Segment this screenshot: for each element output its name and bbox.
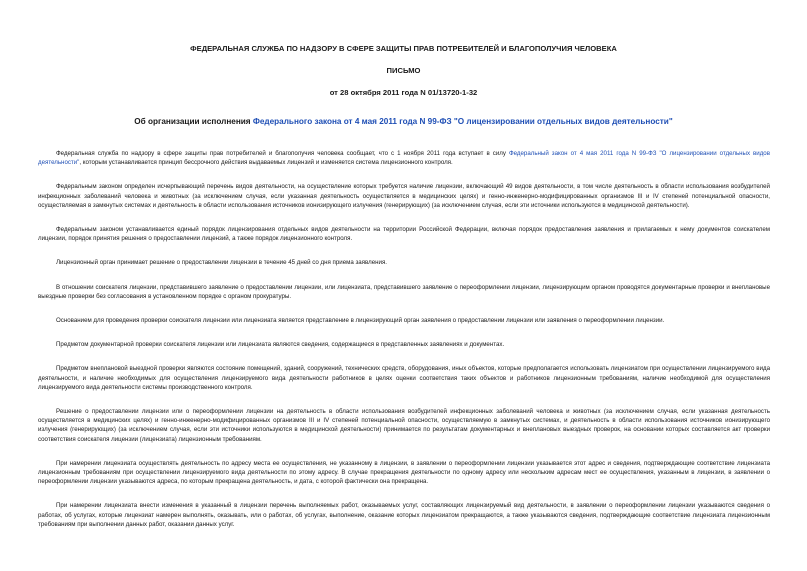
paragraph-text: , которым устанавливается принцип бессрочного действия выдаваемых лицензий и изменяется система лицензионного контроля. [79,159,453,167]
paragraph-decision-term: Лицензионный орган принимает решение о предоставлении лицензии в течение 45 дней со дня приема заявления. [56,259,387,267]
document-type-heading: ПИСЬМО [386,66,421,75]
paragraph-unified-procedure: Федеральным законом устанавливается единый порядок лицензирования отдельных видов деятельности на территории Российской Федерации, включая порядок предоставления заявления и прилагаемых к нему документов соискателем лицензии, порядок принятия решения о предоставлении лицензий, а также порядок лицензионного контроля. [38,226,770,243]
subject-law-link[interactable]: Федерального закона от 4 мая 2011 года N 99-ФЗ "О лицензировании отдельных видов деятельности" [252,117,673,126]
paragraph-documentary-check: Предметом документарной проверки соискателя лицензии или лицензиата являются сведения, содержащиеся в представленных заявлениях и документах. [56,341,505,349]
organization-heading: ФЕДЕРАЛЬНАЯ СЛУЖБА ПО НАДЗОРУ В СФЕРЕ ЗАЩИТЫ ПРАВ ПОТРЕБИТЕЛЕЙ И БЛАГОПОЛУЧИЯ ЧЕЛОВЕКА [190,44,617,53]
subject-prefix: Об организации исполнения [134,117,253,126]
paragraph-inspection-grounds: Основанием для проведения проверки соискателя лицензии или лицензиата является представление в лицензирующий орган заявления о предоставлении лицензии или заявления о переоформлении лицензии. [56,317,665,325]
paragraph-text: Федеральная служба по надзору в сфере защиты прав потребителей и благополучия человека сообщает, что с 1 ноября 2011 года вступает в силу [56,150,509,157]
paragraph-onsite-check: Предметом внеплановой выездной проверки являются состояние помещений, зданий, сооружений, технических средств, оборудования, иных объектов, которые предполагается использовать лицензиатом при осуществлении лицензируемого вида деятельности, и наличие необходимых для осуществления лицензируемого вида деятельности работников в целях оценки соответствия таких объектов и работников лицензионным требованиям, наличие необходимой для осуществления лицензируемого вида деятельности системы производственного контроля. [38,365,770,391]
document-date-number: от 28 октября 2011 года N 01/13720-1-32 [329,88,478,97]
paragraph-license-list: Федеральным законом определен исчерпывающий перечень видов деятельности, на осуществление которых требуется наличие лицензии, включающий 49 видов деятельности, в том числе деятельность в области использования возбудителей инфекционных заболеваний человека и животных (за исключением случая, если указанная деятельность осуществляется в медицинских целях) и генно-инженерно-модифицированных организмов III и IV степеней потенциальной опасности, осуществляемая в замкнутых системах и деятельность в области использования источников ионизирующего излучения (генерирующих) (за исключением случая, если эти источники используются в медицинской деятельности). [38,183,770,209]
paragraph-address-change: При намерении лицензиата осуществлять деятельность по адресу места ее осуществления, не указанному в лицензии, в заявлении о переоформлении лицензии указывается этот адрес и сведения, подтверждающие соответствие лицензиата лицензионным требованиям при осуществлении лицензируемого вида деятельности по этому адресу. В случае прекращения деятельности по одному адресу или нескольким адресам мест ее осуществления, указанным в лицензии, в заявлении о переоформлении лицензии указываются адреса, по которым прекращена деятельность, и дата, с которой фактически она прекращена. [38,459,770,486]
paragraph-inspections: В отношении соискателя лицензии, представившего заявление о предоставлении лицензии, или лицензиата, представившего заявление о переоформлении лицензии, лицензирующим органом проводятся документарные проверки и внеплановые выездные проверки без согласования в установленном порядке с органом прокуратуры. [38,283,770,300]
paragraph-works-change: При намерении лицензиата внести изменения в указанный в лицензии перечень выполняемых работ, оказываемых услуг, составляющих лицензируемый вид деятельности, в заявлении о переоформлении лицензии указываются сведения о работах, об услугах, которые лицензиат намерен выполнять, оказывать, или о работах, об услугах, выполнение, оказание которых лицензиатом прекращаются, а также указываются сведения, подтверждающие соответствие лицензиата лицензионным требованиям при выполнении данных работ, оказании данных услуг. [38,502,770,528]
paragraph-law-entry-into-force [38,149,770,167]
law-link[interactable]: Федеральный закон от 4 мая 2011 года N 99-ФЗ "О лицензировании отдельных видов деятельности" [38,150,770,167]
document-subject [0,116,807,127]
paragraph-decision-basis: Решение о предоставлении лицензии или о переоформлении лицензии на деятельность в области использования возбудителей инфекционных заболеваний человека и животных (за исключением случая, если указанная деятельность осуществляется в медицинских целях) и генно-инженерно-модифицированных организмов III и IV степеней потенциальной опасности, осуществляемую в замкнутых системах, и деятельность в области использования источников ионизирующего излучения (генерирующих) (за исключением случая, если эти источники используются в медицинской деятельности) принимается по результатам документарных и внеплановых выездных проверок, на основании которых составляется акт проверки соответствия соискателя лицензии (лицензиата) лицензионным требованиям. [38,408,770,443]
document-body [38,149,770,544]
